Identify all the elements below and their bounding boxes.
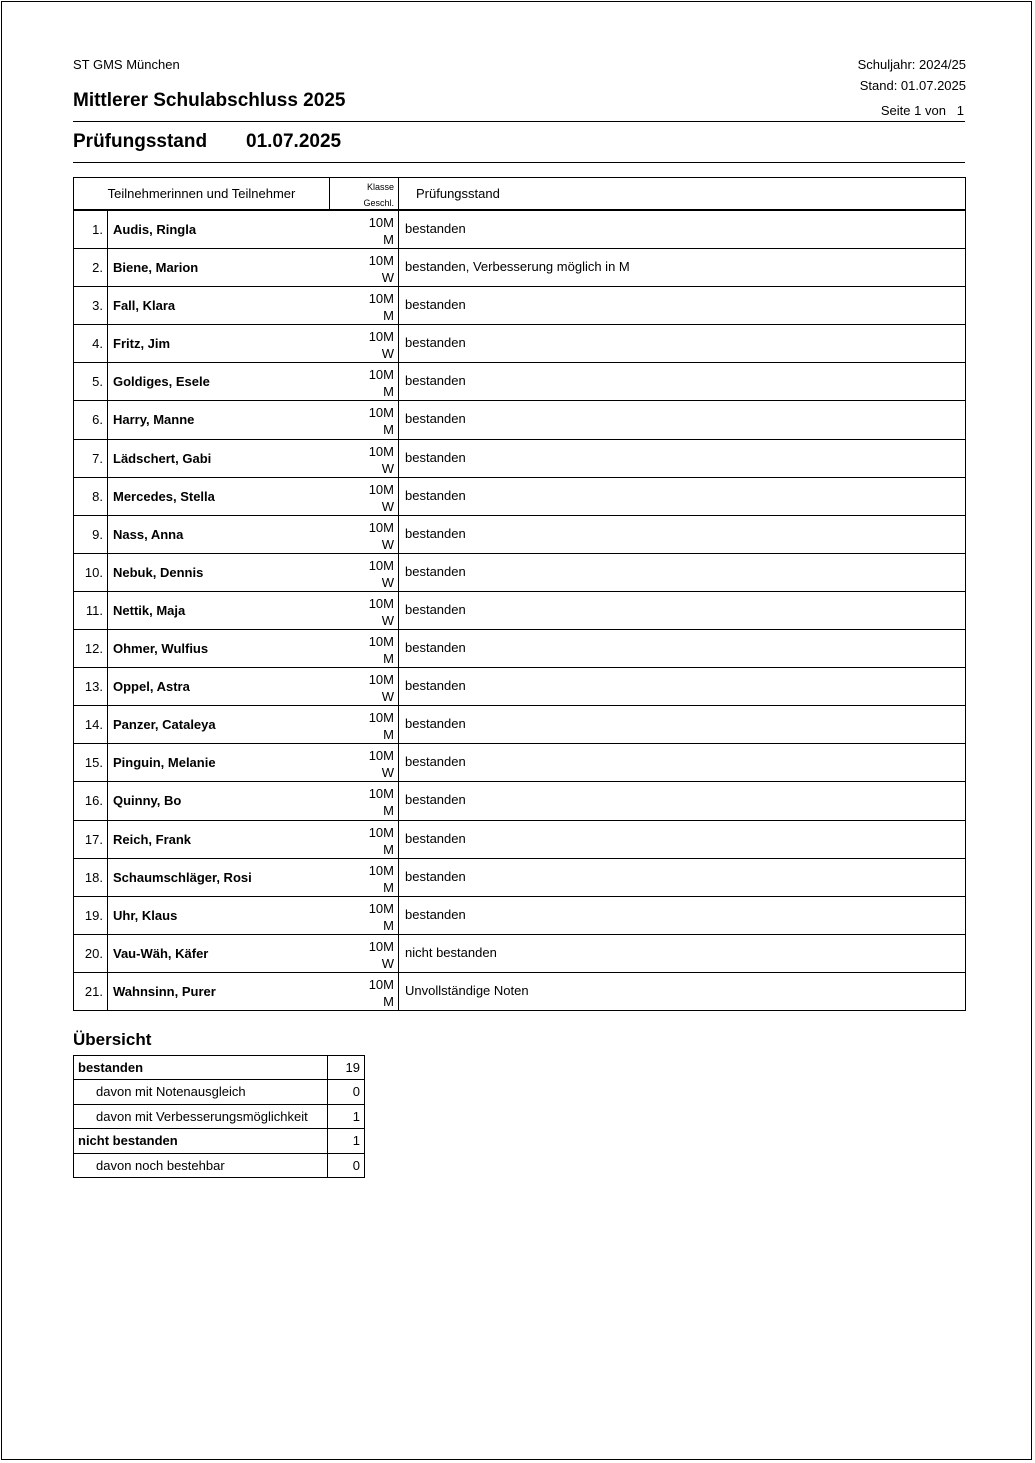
table-row xyxy=(73,363,966,401)
participant-name: Pinguin, Melanie xyxy=(113,755,216,771)
table-row xyxy=(73,782,966,820)
row-number: 6. xyxy=(74,401,108,438)
class-gender xyxy=(330,440,398,477)
exam-status: bestanden xyxy=(398,363,965,400)
table-row xyxy=(73,287,966,325)
exam-status: bestanden xyxy=(398,859,965,896)
row-number: 5. xyxy=(74,363,108,400)
participant-name: Schaumschläger, Rosi xyxy=(113,869,252,885)
participant-name: Nettik, Maja xyxy=(113,602,186,618)
class-value: 10M xyxy=(368,291,394,307)
gender-value: W xyxy=(381,765,394,781)
exam-status: bestanden xyxy=(398,554,965,591)
class-value: 10M xyxy=(368,367,394,383)
header-divider xyxy=(73,121,965,122)
overview-row xyxy=(73,1056,365,1080)
row-number: 3. xyxy=(74,287,108,324)
exam-status: bestanden, Verbesserung möglich in M xyxy=(398,249,965,286)
gender-value: M xyxy=(383,651,394,667)
class-gender xyxy=(330,554,398,591)
participant-name: Lädschert, Gabi xyxy=(113,450,212,466)
participant-name: Vau-Wäh, Käfer xyxy=(113,945,209,961)
participant-name: Quinny, Bo xyxy=(113,793,182,809)
table-row xyxy=(73,821,966,859)
participant-name: Wahnsinn, Purer xyxy=(113,983,216,999)
table-row xyxy=(73,935,966,973)
row-number: 18. xyxy=(74,859,108,896)
class-value: 10M xyxy=(368,405,394,421)
participant-name: Nass, Anna xyxy=(113,526,184,542)
participant-name: Audis, Ringla xyxy=(113,222,197,237)
overview-label: nicht bestanden xyxy=(78,1133,178,1149)
overview-table xyxy=(73,1055,365,1178)
participant-name: Fritz, Jim xyxy=(113,336,171,352)
overview-label: davon mit Notenausgleich xyxy=(96,1084,246,1100)
class-gender xyxy=(330,973,398,1010)
row-number: 4. xyxy=(74,325,108,362)
table-row xyxy=(73,440,966,478)
table-row xyxy=(73,859,966,897)
stand-date: Stand: 01.07.2025 xyxy=(859,78,966,93)
overview-row xyxy=(73,1080,365,1104)
class-gender xyxy=(330,897,398,934)
exam-status: bestanden xyxy=(398,706,965,743)
participant-name: Goldiges, Esele xyxy=(113,374,210,390)
exam-status: bestanden xyxy=(398,287,965,324)
overview-row xyxy=(73,1129,365,1153)
class-value: 10M xyxy=(368,481,394,497)
class-value: 10M xyxy=(368,595,394,611)
gender-value: M xyxy=(383,879,394,895)
gender-value: M xyxy=(383,841,394,857)
class-value: 10M xyxy=(368,253,394,269)
class-value: 10M xyxy=(368,215,394,230)
row-number: 11. xyxy=(74,592,108,629)
table-row xyxy=(73,744,966,782)
class-value: 10M xyxy=(368,748,394,764)
overview-title: Übersicht xyxy=(73,1030,152,1049)
overview-row xyxy=(73,1105,365,1129)
class-gender xyxy=(330,211,398,248)
class-value: 10M xyxy=(368,938,394,954)
participant-name: Oppel, Astra xyxy=(113,679,190,695)
row-number: 20. xyxy=(74,935,108,972)
gender-value: W xyxy=(381,574,394,590)
table-row xyxy=(73,516,966,554)
overview-label: davon mit Verbesserungsmöglichkeit xyxy=(96,1108,308,1124)
row-number: 16. xyxy=(74,782,108,819)
row-number: 13. xyxy=(74,668,108,705)
class-gender xyxy=(330,935,398,972)
column-header-class xyxy=(330,178,398,210)
exam-status: bestanden xyxy=(398,782,965,819)
class-gender xyxy=(330,859,398,896)
participant-name: Ohmer, Wulfius xyxy=(113,641,209,657)
row-number: 7. xyxy=(74,440,108,477)
table-row xyxy=(73,668,966,706)
exam-status: bestanden xyxy=(398,478,965,515)
gender-value: W xyxy=(381,612,394,628)
document-title: Mittlerer Schulabschluss 2025 xyxy=(73,90,346,111)
class-gender xyxy=(330,516,398,553)
gender-value: M xyxy=(383,384,394,400)
overview-value: 0 xyxy=(327,1080,365,1103)
class-value: 10M xyxy=(368,443,394,459)
participant-name: Panzer, Cataleya xyxy=(113,717,216,733)
school-year: Schuljahr: 2024/25 xyxy=(857,57,966,72)
class-value: 10M xyxy=(368,976,394,992)
column-header-klasse: Klasse xyxy=(366,182,394,192)
row-number: 2. xyxy=(74,249,108,286)
class-gender xyxy=(330,744,398,781)
table-row xyxy=(73,401,966,439)
row-number: 12. xyxy=(74,630,108,667)
gender-value: M xyxy=(383,308,394,324)
overview-value: 0 xyxy=(327,1154,365,1177)
section-divider xyxy=(73,162,965,163)
table-body xyxy=(73,211,966,1011)
row-number: 19. xyxy=(74,897,108,934)
exam-status: bestanden xyxy=(398,897,965,934)
gender-value: M xyxy=(383,727,394,743)
class-value: 10M xyxy=(368,519,394,535)
column-header-status: Prüfungsstand xyxy=(398,178,965,210)
table-row xyxy=(73,592,966,630)
table-row xyxy=(73,478,966,516)
participant-name: Harry, Manne xyxy=(113,412,195,428)
class-value: 10M xyxy=(368,672,394,688)
class-gender xyxy=(330,668,398,705)
class-gender xyxy=(330,363,398,400)
gender-value: W xyxy=(381,460,394,476)
exam-status: bestanden xyxy=(398,440,965,477)
row-number: 21. xyxy=(74,973,108,1010)
column-header-participants: Teilnehmerinnen und Teilnehmer xyxy=(74,178,330,210)
participant-name: Nebuk, Dennis xyxy=(113,564,204,580)
table-row xyxy=(73,630,966,668)
table-header xyxy=(73,177,966,211)
row-number: 10. xyxy=(74,554,108,591)
table-row xyxy=(73,897,966,935)
participant-name: Biene, Marion xyxy=(113,260,199,276)
overview-label: davon noch bestehbar xyxy=(96,1157,225,1173)
exam-status: bestanden xyxy=(398,325,965,362)
overview-row xyxy=(73,1154,365,1178)
exam-status: bestanden xyxy=(398,211,965,248)
overview-value: 1 xyxy=(327,1105,365,1128)
exam-status: bestanden xyxy=(398,592,965,629)
row-number: 17. xyxy=(74,821,108,858)
gender-value: W xyxy=(381,536,394,552)
class-value: 10M xyxy=(368,557,394,573)
row-number: 1. xyxy=(74,211,108,248)
row-number: 8. xyxy=(74,478,108,515)
overview-value: 1 xyxy=(327,1129,365,1152)
exam-status: bestanden xyxy=(398,744,965,781)
section-date: 01.07.2025 xyxy=(246,131,342,152)
overview-label: bestanden xyxy=(78,1060,144,1075)
table-row xyxy=(73,973,966,1011)
gender-value: W xyxy=(381,689,394,705)
class-value: 10M xyxy=(368,900,394,916)
class-gender xyxy=(330,401,398,438)
class-gender xyxy=(330,325,398,362)
class-gender xyxy=(330,782,398,819)
class-gender xyxy=(330,592,398,629)
exam-status: bestanden xyxy=(398,516,965,553)
table-row xyxy=(73,325,966,363)
gender-value: M xyxy=(383,803,394,819)
gender-value: W xyxy=(381,346,394,362)
school-name: ST GMS München xyxy=(73,57,180,72)
gender-value: W xyxy=(381,955,394,971)
class-gender xyxy=(330,249,398,286)
section-title: Prüfungsstand xyxy=(73,131,208,152)
row-number: 9. xyxy=(74,516,108,553)
gender-value: M xyxy=(383,422,394,438)
overview-value: 19 xyxy=(327,1056,365,1079)
class-value: 10M xyxy=(368,710,394,726)
exam-status-table xyxy=(73,177,966,1011)
table-row xyxy=(73,706,966,744)
class-value: 10M xyxy=(368,634,394,650)
gender-value: W xyxy=(381,498,394,514)
column-header-geschl: Geschl. xyxy=(363,198,394,208)
gender-value: M xyxy=(383,993,394,1009)
table-row xyxy=(73,249,966,287)
class-gender xyxy=(330,630,398,667)
participant-name: Uhr, Klaus xyxy=(113,907,178,923)
exam-status: Unvollständige Noten xyxy=(398,973,965,1010)
table-row xyxy=(73,554,966,592)
class-value: 10M xyxy=(368,329,394,345)
gender-value: M xyxy=(383,232,394,247)
table-row xyxy=(73,211,966,249)
class-value: 10M xyxy=(368,824,394,840)
gender-value: M xyxy=(383,917,394,933)
exam-status: nicht bestanden xyxy=(398,935,965,972)
class-gender xyxy=(330,287,398,324)
class-gender xyxy=(330,821,398,858)
class-gender xyxy=(330,478,398,515)
page-info: Seite 1 von 1 xyxy=(880,103,964,118)
exam-status: bestanden xyxy=(398,821,965,858)
exam-status: bestanden xyxy=(398,630,965,667)
row-number: 15. xyxy=(74,744,108,781)
class-value: 10M xyxy=(368,786,394,802)
gender-value: W xyxy=(381,270,394,286)
exam-status: bestanden xyxy=(398,401,965,438)
participant-name: Mercedes, Stella xyxy=(113,488,215,504)
participant-name: Fall, Klara xyxy=(113,298,176,314)
class-gender xyxy=(330,706,398,743)
class-value: 10M xyxy=(368,862,394,878)
participant-name: Reich, Frank xyxy=(113,831,192,847)
exam-status: bestanden xyxy=(398,668,965,705)
row-number: 14. xyxy=(74,706,108,743)
